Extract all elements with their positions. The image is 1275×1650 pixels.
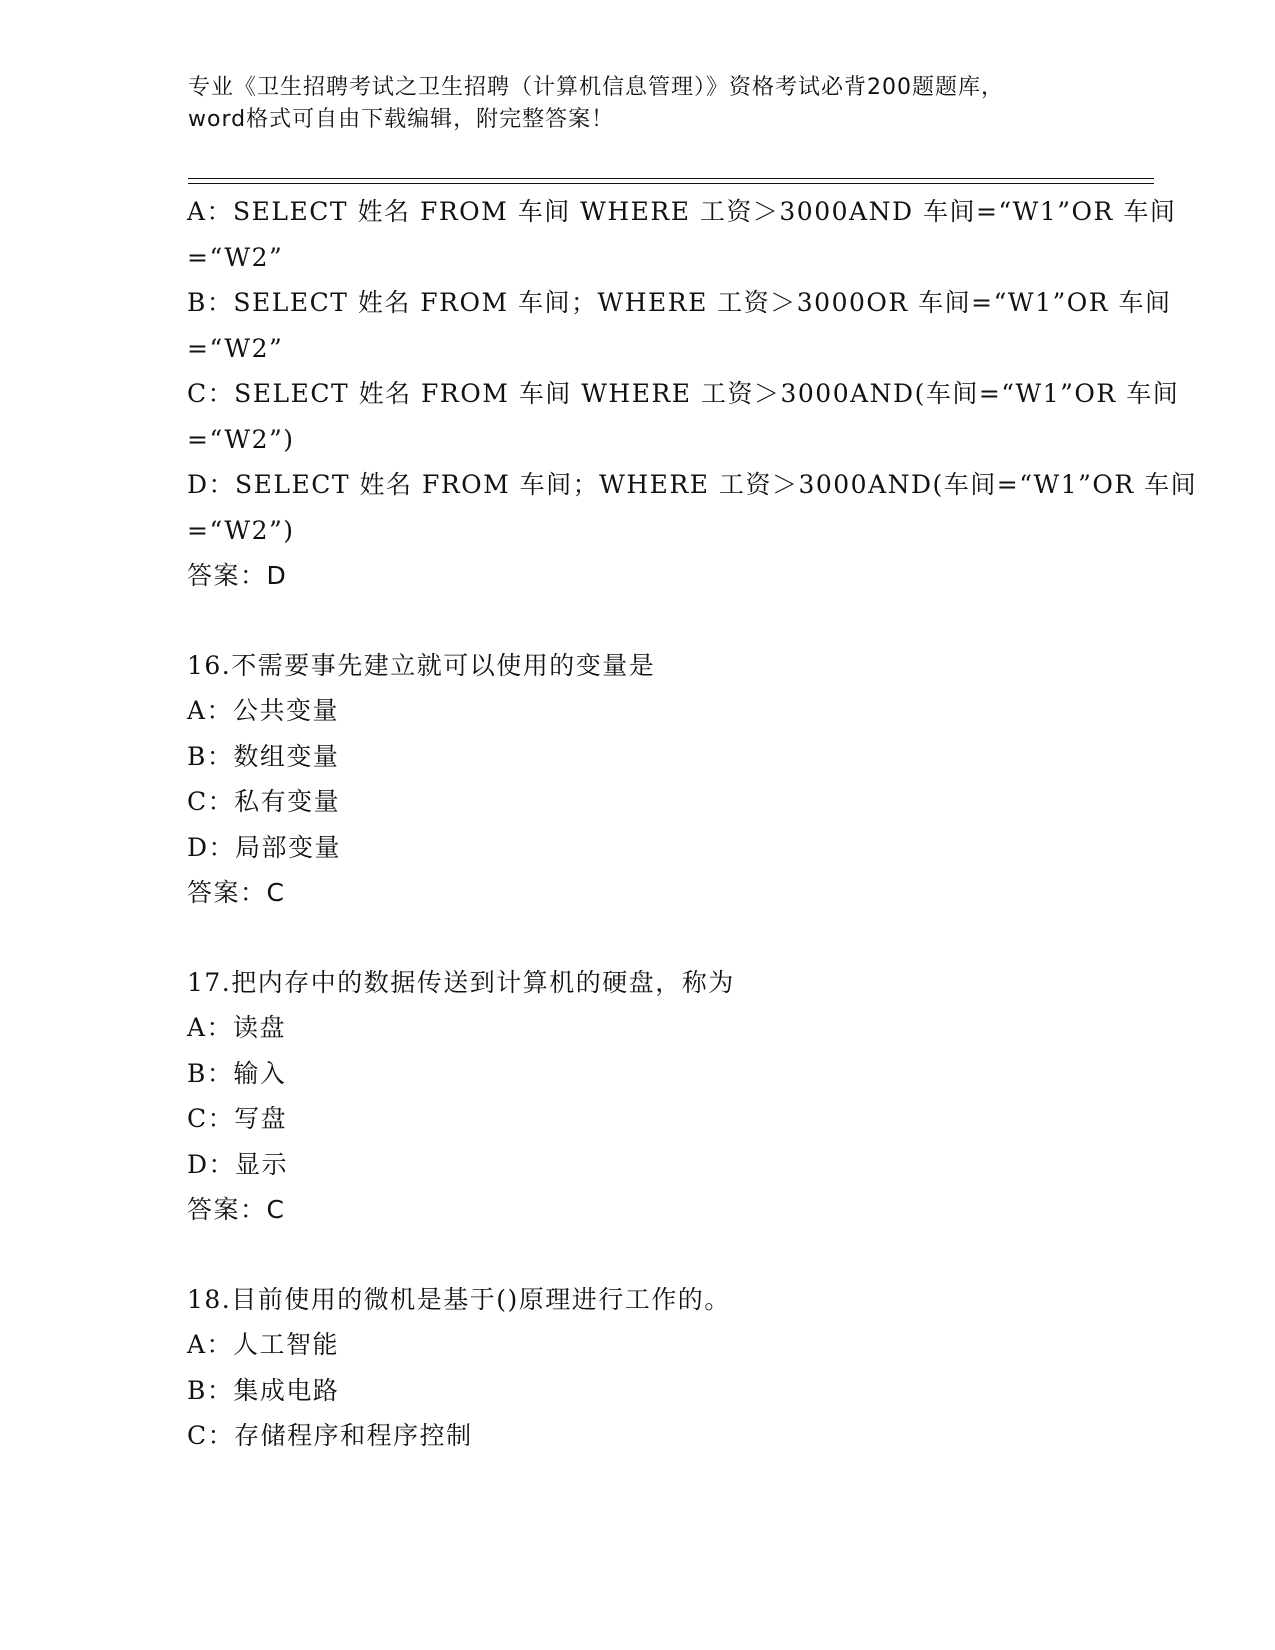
spacer: [187, 916, 1167, 960]
q16-option-c: C：私有变量: [187, 787, 341, 816]
q15-option-a-line-2: =“W2”: [187, 242, 284, 272]
q17-option-b: B：输入: [187, 1058, 287, 1088]
question-15-block: [187, 189, 1198, 599]
q17-question-text: 17.把内存中的数据传送到计算机的硬盘，称为: [187, 967, 735, 997]
spacer: [187, 1233, 1167, 1277]
q17-answer: 答案：C: [187, 1195, 286, 1224]
q18-option-a: A：人工智能: [187, 1330, 340, 1359]
q15-option-c-line-1: C：SELECT 姓名 FROM 车间 WHERE 工资＞3000AND(车间=“W1”OR 车间: [187, 379, 1180, 408]
header-title-line-1: 专业《卫生招聘考试之卫生招聘（计算机信息管理）》资格考试必背200题题库，: [188, 75, 1004, 100]
spacer: [187, 599, 1167, 643]
q17-option-a: A：读盘: [187, 1013, 287, 1042]
q16-question-text: 16.不需要事先建立就可以使用的变量是: [187, 650, 656, 680]
question-list: [187, 189, 1198, 1459]
q18-option-b: B：集成电路: [187, 1375, 340, 1405]
q17-option-d: D：显示: [187, 1149, 289, 1179]
q18-question-text: 18.目前使用的微机是基于()原理进行工作的。: [187, 1284, 731, 1314]
q15-option-b-line-1: B：SELECT 姓名 FROM 车间；WHERE 工资＞3000OR 车间=“W1”OR 车间: [187, 288, 1172, 317]
q15-option-c-line-2: =“W2”): [187, 424, 295, 454]
header-title-line-2: word格式可自由下载编辑，附完整答案！: [188, 107, 615, 132]
q15-option-a-line-1: A：SELECT 姓名 FROM 车间 WHERE 工资＞3000AND 车间=“W1”OR 车间: [187, 197, 1177, 226]
q15-option-d-line-2: =“W2”): [187, 515, 295, 545]
q17-option-c: C：写盘: [187, 1104, 288, 1133]
question-16-block: [187, 643, 1167, 916]
q16-option-a: A：公共变量: [187, 696, 340, 725]
q16-answer: 答案：C: [187, 878, 286, 907]
q18-option-c: C：存储程序和程序控制: [187, 1421, 473, 1450]
q15-option-d-line-1: D：SELECT 姓名 FROM 车间；WHERE 工资＞3000AND(车间=“W1”OR 车间: [187, 470, 1198, 499]
q16-option-d: D：局部变量: [187, 832, 342, 862]
header-divider-top: [188, 178, 1154, 179]
question-18-block: [187, 1277, 1167, 1459]
q16-option-b: B：数组变量: [187, 741, 340, 771]
q15-option-b-line-2: =“W2”: [187, 333, 284, 363]
header-divider-bottom: [188, 183, 1154, 184]
q15-answer: 答案：D: [187, 561, 288, 590]
question-17-block: [187, 960, 1167, 1233]
document-header: [188, 72, 1088, 136]
